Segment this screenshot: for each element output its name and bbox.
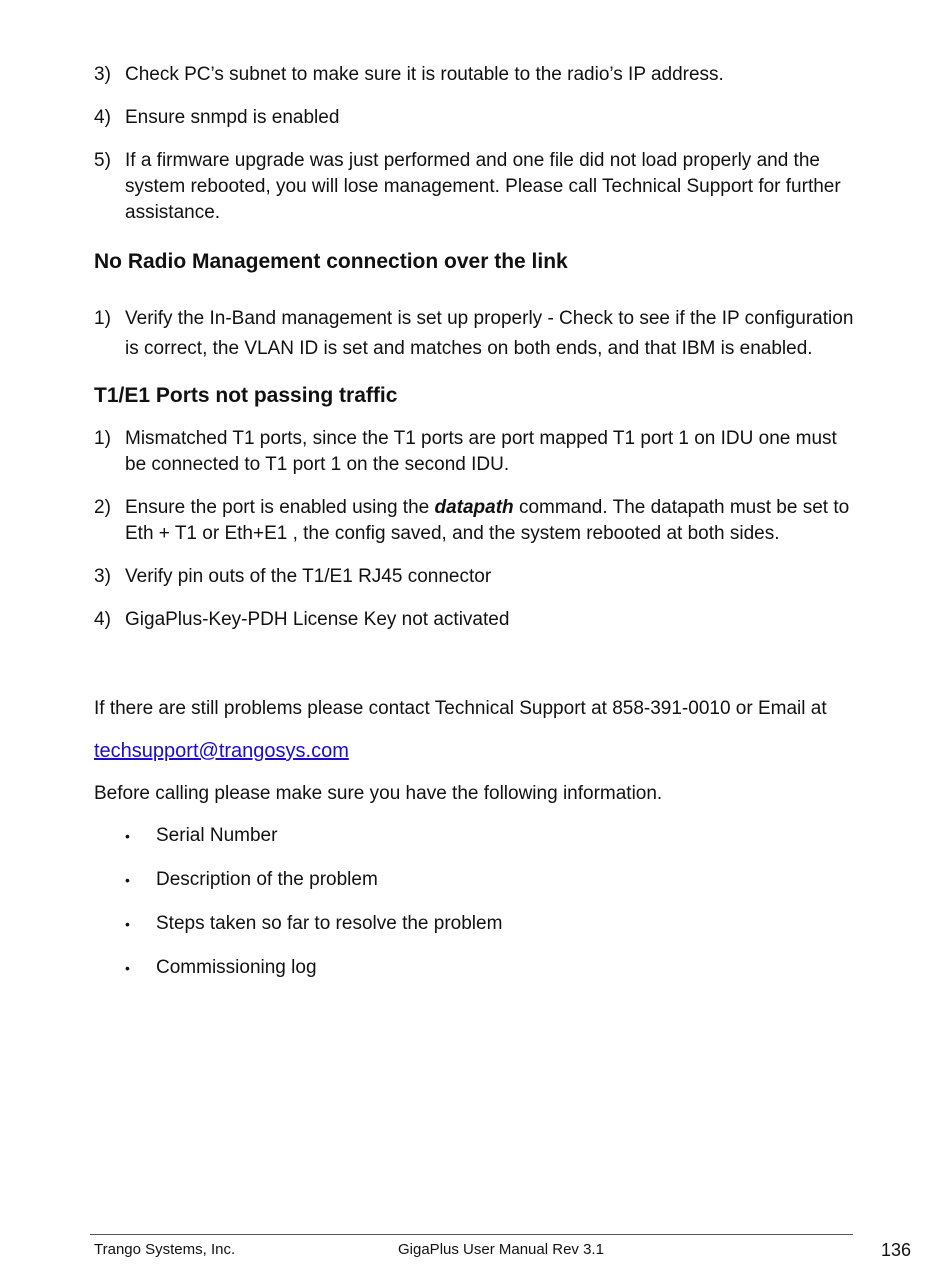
bullet-icon: • bbox=[125, 872, 130, 888]
list-text: Ensure snmpd is enabled bbox=[125, 107, 340, 128]
text-run: Ensure the port is enabled using the bbox=[125, 497, 435, 518]
command-name: datapath bbox=[434, 497, 514, 518]
list-text: Verify the In-Band management is set up properly - Check to see if the IP configuration is correct, the VLAN ID is set and matches on both ends, and that IBM is enabled. bbox=[125, 308, 854, 359]
list-item bbox=[94, 105, 854, 131]
list-item bbox=[94, 607, 854, 633]
footer-divider bbox=[90, 1234, 853, 1235]
list-item bbox=[94, 62, 854, 88]
bullet-icon: • bbox=[125, 828, 130, 844]
list-number: 4) bbox=[94, 609, 111, 630]
list-text: If a firmware upgrade was just performed and one file did not load properly and the system rebooted, you will lose management. Please call Technical Support for further assistance. bbox=[125, 150, 841, 223]
footer-company: Trango Systems, Inc. bbox=[94, 1241, 236, 1258]
contact-text: If there are still problems please contact Technical Support at 858-391-0010 or Email at bbox=[94, 698, 827, 719]
text-run: command. The datapath must be set to Eth + T1 or Eth+E1 , the config saved, and the system rebooted at both sides. bbox=[125, 497, 850, 544]
document-body bbox=[94, 62, 854, 999]
list-text: GigaPlus-Key-PDH License Key not activated bbox=[125, 609, 510, 630]
section-heading-t1e1-ports: T1/E1 Ports not passing traffic bbox=[94, 384, 398, 407]
list-number: 1) bbox=[94, 428, 111, 449]
list-number: 1) bbox=[94, 308, 111, 329]
bullet-text: Description of the problem bbox=[156, 869, 378, 890]
list-item bbox=[94, 564, 854, 590]
list-number: 3) bbox=[94, 566, 111, 587]
bullet-icon: • bbox=[125, 960, 130, 976]
support-email-link[interactable]: techsupport@trangosys.com bbox=[94, 740, 349, 762]
list-item bbox=[94, 495, 854, 547]
list-item bbox=[94, 426, 854, 478]
section-heading-radio-management: No Radio Management connection over the link bbox=[94, 250, 568, 273]
info-checklist bbox=[125, 823, 854, 981]
footer-manual-title: GigaPlus User Manual Rev 3.1 bbox=[398, 1241, 604, 1258]
list-number: 3) bbox=[94, 64, 111, 85]
spacer bbox=[94, 650, 854, 696]
bullet-text: Commissioning log bbox=[156, 957, 317, 978]
list-text: Check PC’s subnet to make sure it is routable to the radio’s IP address. bbox=[125, 64, 724, 85]
list-number: 4) bbox=[94, 107, 111, 128]
list-item bbox=[125, 911, 854, 937]
list-number: 2) bbox=[94, 497, 111, 518]
list-item bbox=[94, 304, 854, 364]
list-number: 5) bbox=[94, 150, 111, 171]
bullet-text: Steps taken so far to resolve the problem bbox=[156, 913, 503, 934]
list-item bbox=[125, 867, 854, 893]
list-text: Verify pin outs of the T1/E1 RJ45 connector bbox=[125, 566, 492, 587]
before-calling-text: Before calling please make sure you have the following information. bbox=[94, 783, 663, 804]
bullet-text: Serial Number bbox=[156, 825, 278, 846]
list-text bbox=[125, 495, 854, 547]
list-item bbox=[94, 148, 854, 226]
page-number: 136 bbox=[881, 1240, 912, 1260]
list-text: Mismatched T1 ports, since the T1 ports are port mapped T1 port 1 on IDU one must be connected to T1 port 1 on the second IDU. bbox=[125, 428, 837, 475]
list-item bbox=[125, 955, 854, 981]
bullet-icon: • bbox=[125, 916, 130, 932]
list-item bbox=[125, 823, 854, 849]
